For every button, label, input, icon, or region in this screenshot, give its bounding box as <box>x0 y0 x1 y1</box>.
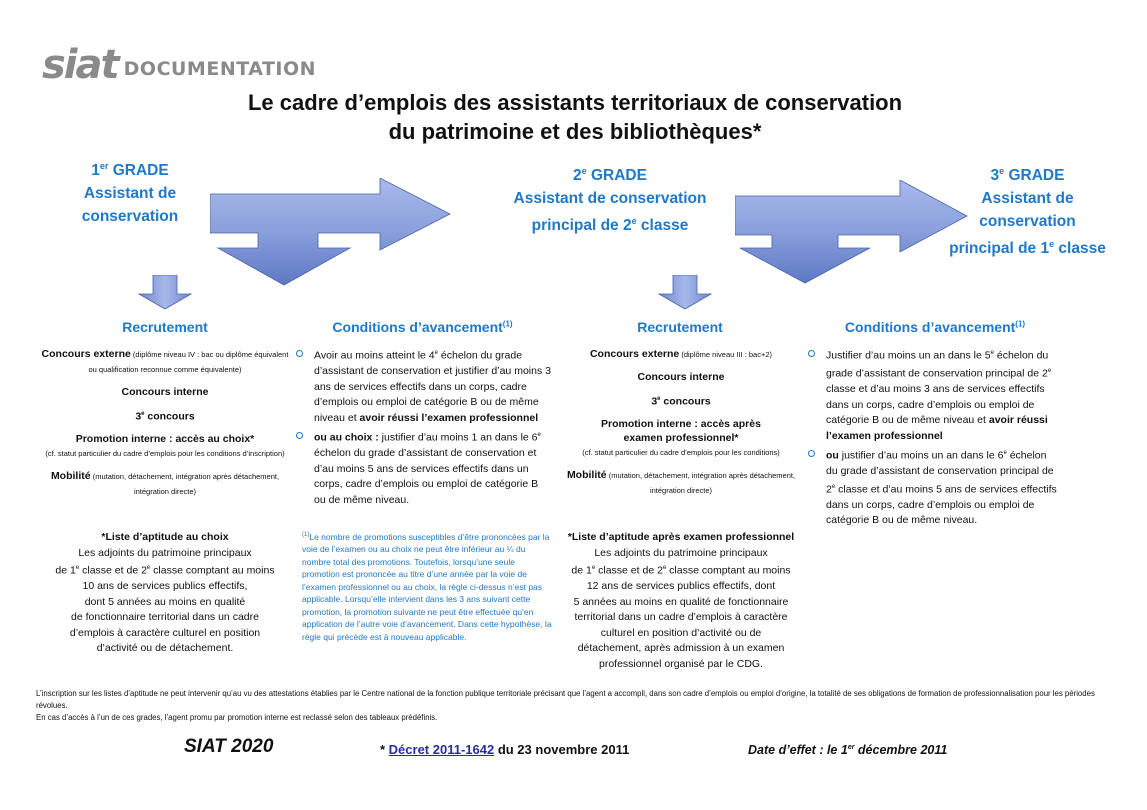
col1-concours-externe: Concours externe (diplôme niveau IV : bac ou diplôme équivalent ou qualification reconnue comme équivalente) <box>41 348 289 374</box>
col4-heading: Conditions d’avancement$^{(1)}$ <box>844 319 1026 335</box>
grade-2 <box>490 160 730 237</box>
title-line-1: Le cadre d’emplois des assistants territoriaux de conservation <box>247 90 903 115</box>
col1-troisieme-concours: 3e concours <box>135 410 195 423</box>
footnotes <box>36 688 1116 724</box>
siat-year: SIAT 2020 <box>184 736 274 757</box>
circle-bullet-icon <box>296 350 303 357</box>
grade-3-label: 3e GRADE <box>990 166 1065 185</box>
col2-conditions <box>296 346 551 510</box>
col1-aptitude-line: de fonctionnaire territorial dans un cadre <box>71 611 259 623</box>
footnote-reclassement: En cas d’accès à l’un de ces grades, l’agent promu par promotion interne est reclassé selon des tableaux prédéfinis. <box>36 713 438 722</box>
col3-aptitude-line: professionnel organisé par le CDG. <box>598 657 763 670</box>
col3-aptitude-line: détachement, après admission à un examen <box>577 642 785 654</box>
arrow-right-down-icon <box>210 178 460 288</box>
col1-heading: Recrutement <box>122 319 208 335</box>
col3-aptitude <box>552 530 810 672</box>
siat-logo <box>42 42 317 88</box>
grade-3-name-1: Assistant de <box>981 190 1074 208</box>
footnote-inscription: L’inscription sur les listes d’aptitude ne peut intervenir qu’au vu des attestations établies par le Centre national de la fonction publique territoriale précisant que l’agent a accompli, dans son cadre d’emplois ou emploi d’origine, la totalité de ses obligations de formation de professionnalisation pour les périodes révolues. <box>36 689 1095 710</box>
col1-aptitude-line: de 1e classe et de 2e classe comptant au moins <box>55 564 275 577</box>
col1-aptitude-line: 10 ans de services publics effectifs, <box>82 580 248 592</box>
col4-conditions <box>808 346 1058 531</box>
col1-aptitude-line: dont 5 années au moins en qualité <box>84 595 246 608</box>
col3-concours-externe: Concours externe (diplôme niveau III : bac+2) <box>589 348 773 360</box>
page-title <box>150 88 1000 146</box>
grade-2-name-1: Assistant de conservation <box>513 190 707 208</box>
arrow-down-icon <box>655 275 715 311</box>
col1-aptitude-line: Les adjoints du patrimoine principaux <box>78 546 252 559</box>
col3-aptitude-line: Les adjoints du patrimoine principaux <box>594 546 768 559</box>
grade-2-label: 2e GRADE <box>573 166 647 185</box>
grade-3 <box>935 160 1120 260</box>
title-line-2: du patrimoine et des bibliothèques* <box>388 119 762 144</box>
col3-promotion-interne: Promotion interne : accès après examen professionnel* (cf. statut particulier du cadre d’emplois pour les conditions) <box>582 417 780 457</box>
col1-concours-interne: Concours interne <box>121 386 209 398</box>
col2-condition-item: Avoir au moins atteint le 4e échelon du grade d’assistant de conservation et justifier d’au moins 3 ans de services effectifs dans un corps, cadre d’emplois ou emploi de catégorie B ou de même niveau et avoir réussi l’examen professionnel <box>296 346 551 426</box>
date-effet: Date d’effet : le 1er décembre 2011 <box>748 743 948 757</box>
grade-3-name-2: conservation <box>979 213 1076 231</box>
col1-aptitude <box>40 530 290 657</box>
logo-mark: siat <box>42 42 118 88</box>
grade-2-name-2: principal de 2e classe <box>531 216 689 235</box>
logo-text: DOCUMENTATION <box>123 58 317 80</box>
col3-heading: Recrutement <box>637 319 723 335</box>
col3-mobilite: Mobilité (mutation, détachement, intégration après détachement, intégration directe) <box>566 468 796 495</box>
circle-bullet-icon <box>808 350 815 357</box>
col2-heading: Conditions d’avancement$^{(1)}$ <box>332 319 513 335</box>
col1-aptitude-heading: *Liste d’aptitude au choix <box>101 531 229 543</box>
col4-condition-item: ou justifier d’au moins un an dans le 6e échelon du grade d’assistant de conservation principal de 2e classe et d’au moins 5 ans de services effectifs dans un corps, cadre d’emplois ou emploi de catégorie B ou de même niveau. <box>808 446 1058 529</box>
col3-aptitude-line: 12 ans de services publics effectifs, dont <box>586 580 776 592</box>
col1-aptitude-line: d’emplois à caractère culturel en position <box>69 626 261 639</box>
arrow-down-icon <box>135 275 195 311</box>
col2-condition-item: ou au choix : justifier d’au moins 1 an dans le 6e échelon du grade d’assistant de conservation et d’au moins 5 ans de services effectifs dans un corps, cadre d’emplois ou emploi de catégorie B ou de même niveau. <box>296 428 551 508</box>
col3-aptitude-heading: *Liste d’aptitude après examen professionnel <box>567 531 795 543</box>
grade-3-name-3: principal de 1e classe <box>949 239 1106 258</box>
grade-1-name-1: Assistant de <box>83 185 177 203</box>
col3-aptitude-line: de 1e classe et de 2e classe comptant au moins <box>571 564 791 577</box>
col3-recruitment-list <box>552 347 810 506</box>
grade-1 <box>60 155 200 228</box>
circle-bullet-icon <box>296 432 303 439</box>
col3-troisieme-concours: 3e concours <box>651 395 711 408</box>
col4-condition-item: Justifier d’au moins un an dans le 5e échelon du grade d’assistant de conservation principal de 2e classe et d’au moins 3 ans de services effectifs dans un corps, cadre d’emplois ou emploi de catégorie B ou de même niveau et avoir réussi l’examen professionnel <box>808 346 1058 444</box>
col1-recruitment-list <box>40 347 290 507</box>
col3-concours-interne: Concours interne <box>637 371 725 383</box>
decret-reference: * Décret 2011-1642 du 23 novembre 2011 <box>380 742 630 757</box>
grade-1-name-2: conservation <box>81 208 179 226</box>
circle-bullet-icon <box>808 450 815 457</box>
col1-aptitude-line: d’activité ou de détachement. <box>96 642 234 654</box>
col3-aptitude-line: culturel en position d’activité ou de <box>600 626 762 639</box>
col2-footnote: $^{(1)}$Le nombre de promotions susceptibles d’être prononcées par la voie de l’examen ou au choix ne peut être inférieur au ¼ du nombre total des promotions. Toutefois, lorsqu’une seule promotion est prononcée au titre d’une année par la voie de l’examen professionnel ou au choix, la règle ci-dessus n’est pas applicable. Lorsqu’elle intervient dans les 3 ans suivant cette promotion, la promotion suivante ne peut être effectuée qu’en application de l’autre voie d’avancement. Dans cette hypothèse, la règle qui précède est à nouveau applicable. <box>302 531 552 642</box>
col3-aptitude-line: territorial dans un cadre d’emplois à caractère <box>574 611 788 623</box>
col1-promotion-interne: Promotion interne : accès au choix* (cf. statut particulier du cadre d’emplois pour les conditions d’inscription) <box>45 432 285 458</box>
decret-link[interactable]: Décret 2011-1642 <box>388 742 495 757</box>
col1-mobilite: Mobilité (mutation, détachement, intégration après détachement, intégration directe) <box>50 469 280 496</box>
grade-1-label: 1er GRADE <box>91 161 169 180</box>
col3-aptitude-line: 5 années au moins en qualité de fonctionnaire <box>573 595 789 608</box>
